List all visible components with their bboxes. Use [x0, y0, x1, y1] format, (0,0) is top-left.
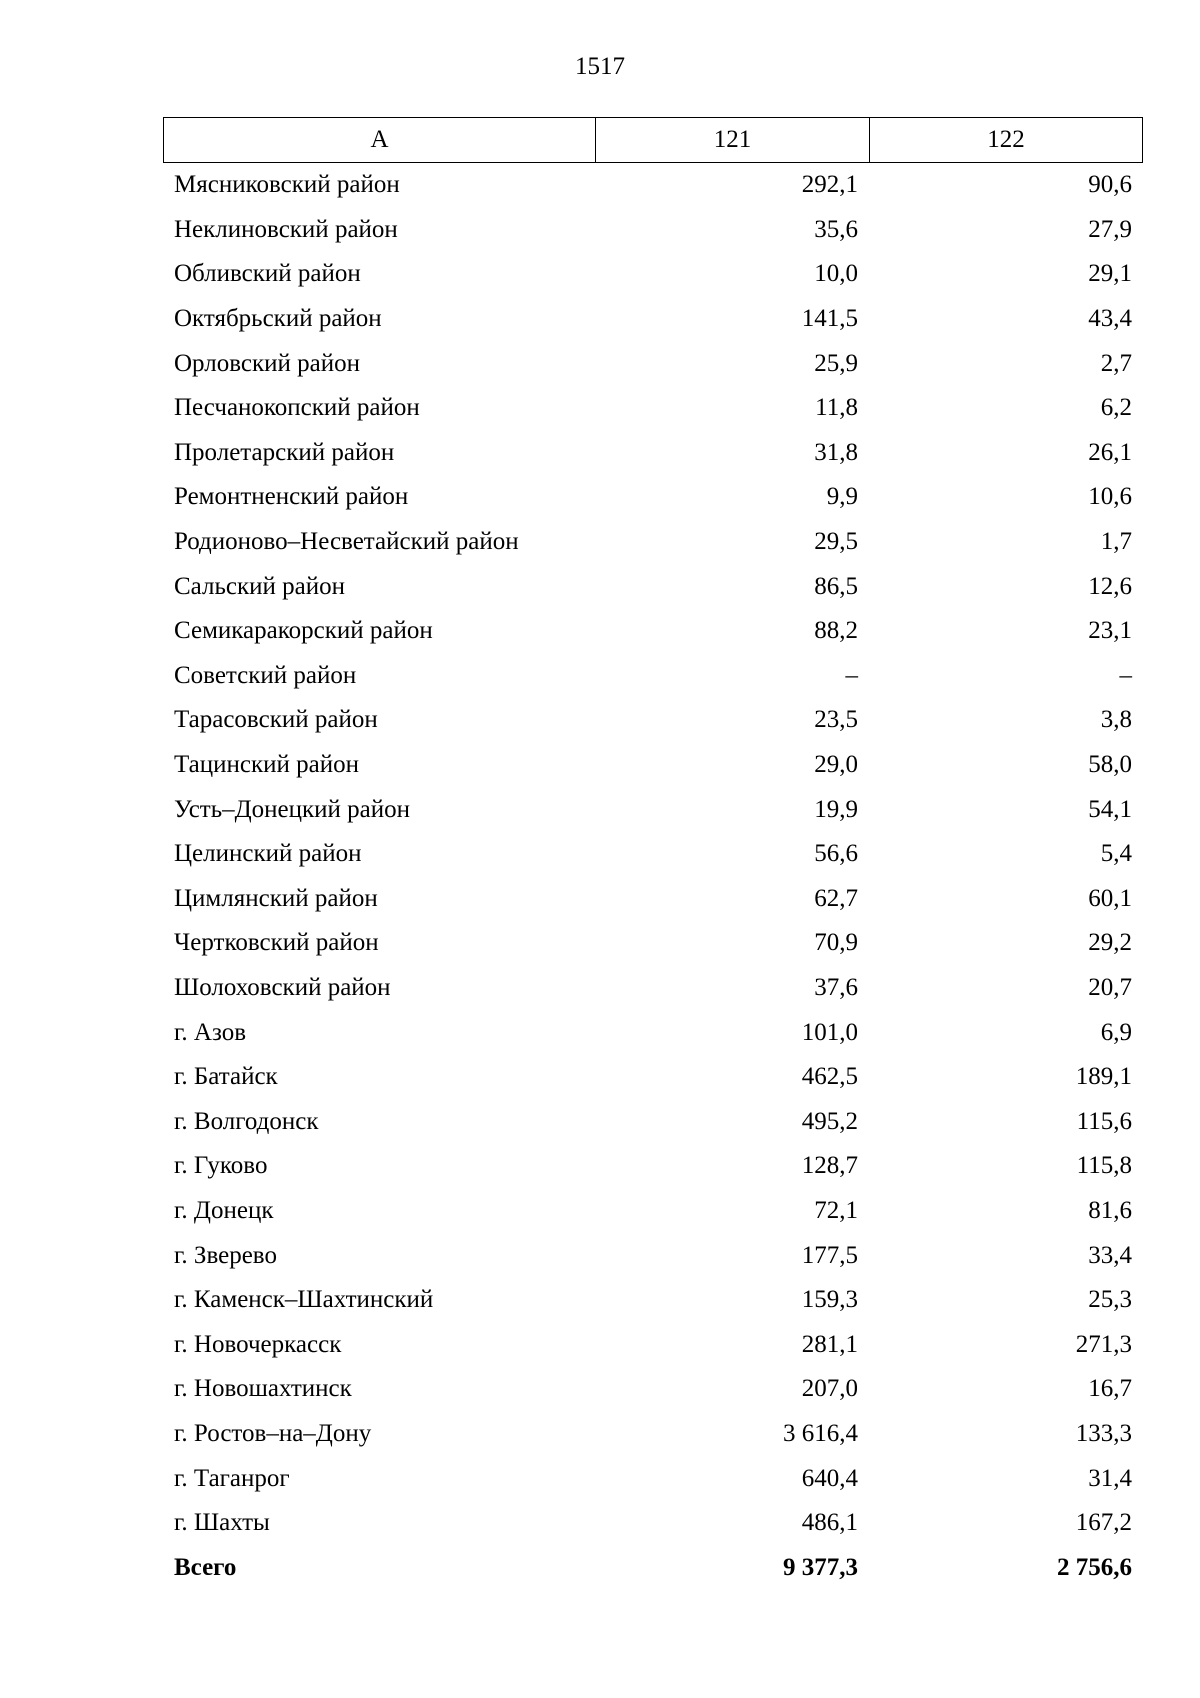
row-value-121-cell: 128,7 [801, 1152, 858, 1180]
row-name-cell: Пролетарский район [174, 438, 395, 466]
row-name-cell: г. Новочеркасск [174, 1330, 342, 1358]
row-value-121-cell: 486,1 [801, 1509, 858, 1537]
table-row [163, 1501, 1143, 1546]
table-row [163, 1412, 1143, 1457]
table-row [163, 520, 1143, 565]
row-value-121-cell: 281,1 [801, 1330, 858, 1358]
row-value-121-cell: 70,9 [814, 929, 858, 957]
row-value-121-cell: 101,0 [801, 1018, 858, 1046]
header-cell-122: 122 [987, 126, 1025, 153]
row-value-122-cell: 29,2 [1088, 929, 1132, 957]
table-row [163, 475, 1143, 520]
row-value-121-cell: 9 377,3 [783, 1553, 858, 1581]
row-name-cell: Ремонтненский район [174, 483, 409, 511]
row-value-122-cell: 189,1 [1075, 1063, 1132, 1091]
row-value-121-cell: 9,9 [826, 483, 858, 511]
row-name-cell: г. Каменск–Шахтинский [174, 1286, 434, 1314]
row-value-121-cell: 141,5 [801, 305, 858, 333]
table-body [163, 163, 1143, 1590]
row-value-121-cell: 37,6 [814, 973, 858, 1001]
row-value-121-cell: 86,5 [814, 572, 858, 600]
row-value-122-cell: 54,1 [1088, 795, 1132, 823]
row-value-121-cell: 25,9 [814, 349, 858, 377]
row-name-cell: Октябрьский район [174, 305, 382, 333]
row-value-121-cell: 10,0 [814, 260, 858, 288]
row-value-122-cell: 133,3 [1075, 1419, 1132, 1447]
row-value-122-cell: 60,1 [1088, 884, 1132, 912]
row-name-cell: г. Таганрог [174, 1464, 290, 1492]
row-value-121-cell: 495,2 [801, 1107, 858, 1135]
row-value-121-cell: 23,5 [814, 706, 858, 734]
header-cell-121: 121 [596, 118, 870, 162]
row-value-122-cell: 26,1 [1088, 438, 1132, 466]
table-row [163, 1456, 1143, 1501]
row-value-122-cell: 5,4 [1100, 840, 1132, 868]
row-name-cell: г. Донецк [174, 1196, 274, 1224]
table-row [163, 921, 1143, 966]
row-name-cell: Семикаракорский район [174, 617, 433, 645]
table-header-row [163, 117, 1143, 163]
row-value-121-cell: 159,3 [801, 1286, 858, 1314]
row-name-cell: Советский район [174, 661, 357, 689]
table-row [163, 1278, 1143, 1323]
row-value-121-cell: 56,6 [814, 840, 858, 868]
row-name-cell: Мясниковский район [174, 171, 400, 199]
row-value-122-cell: 6,9 [1100, 1018, 1132, 1046]
table-row [163, 832, 1143, 877]
row-value-121-cell: 29,5 [814, 528, 858, 556]
row-value-121-cell: 462,5 [801, 1063, 858, 1091]
row-value-122-cell: 3,8 [1100, 706, 1132, 734]
row-value-122-cell: 12,6 [1088, 572, 1132, 600]
data-table [163, 117, 1143, 1590]
table-row [163, 609, 1143, 654]
table-row [163, 966, 1143, 1011]
table-row [163, 431, 1143, 476]
row-value-122-cell: 23,1 [1088, 617, 1132, 645]
row-value-121-cell: – [845, 661, 858, 689]
header-cell-a: А [164, 118, 596, 162]
row-value-122-cell: 167,2 [1075, 1509, 1132, 1537]
row-value-121-cell: 88,2 [814, 617, 858, 645]
table-row [163, 654, 1143, 699]
table-row [163, 297, 1143, 342]
row-name-cell: Сальский район [174, 572, 345, 600]
row-name-cell: Неклиновский район [174, 215, 398, 243]
row-value-122-cell: 58,0 [1088, 751, 1132, 779]
table-row [163, 787, 1143, 832]
table-row [163, 341, 1143, 386]
row-value-122-cell: 29,1 [1088, 260, 1132, 288]
row-value-121-cell: 62,7 [814, 884, 858, 912]
row-name-cell: Цимлянский район [174, 884, 378, 912]
row-value-122-cell: – [1119, 661, 1132, 689]
table-row [163, 1322, 1143, 1367]
row-name-cell: Всего [174, 1553, 237, 1581]
table-row [163, 252, 1143, 297]
row-value-121-cell: 207,0 [801, 1375, 858, 1403]
row-name-cell: Обливский район [174, 260, 361, 288]
table-row [163, 1055, 1143, 1100]
table-row [163, 163, 1143, 208]
table-total-row [163, 1545, 1143, 1590]
row-name-cell: г. Батайск [174, 1063, 278, 1091]
row-name-cell: г. Волгодонск [174, 1107, 319, 1135]
row-name-cell: г. Новошахтинск [174, 1375, 352, 1403]
row-value-122-cell: 81,6 [1088, 1196, 1132, 1224]
table-row [163, 1189, 1143, 1234]
row-name-cell: Песчанокопский район [174, 394, 420, 422]
page-number: 1517 [575, 53, 625, 80]
row-value-122-cell: 25,3 [1088, 1286, 1132, 1314]
row-value-122-cell: 31,4 [1088, 1464, 1132, 1492]
table-row [163, 743, 1143, 788]
table-row [163, 1099, 1143, 1144]
row-value-121-cell: 29,0 [814, 751, 858, 779]
table-row [163, 564, 1143, 609]
row-value-122-cell: 6,2 [1100, 394, 1132, 422]
row-value-121-cell: 3 616,4 [783, 1419, 858, 1447]
table-row [163, 1367, 1143, 1412]
table-row [163, 1144, 1143, 1189]
row-value-122-cell: 10,6 [1088, 483, 1132, 511]
row-value-122-cell: 16,7 [1088, 1375, 1132, 1403]
row-name-cell: Шолоховский район [174, 973, 391, 1001]
row-value-122-cell: 43,4 [1088, 305, 1132, 333]
row-value-122-cell: 27,9 [1088, 215, 1132, 243]
row-name-cell: Усть–Донецкий район [174, 795, 411, 823]
row-value-121-cell: 640,4 [801, 1464, 858, 1492]
row-value-121-cell: 19,9 [814, 795, 858, 823]
row-name-cell: Целинский район [174, 840, 362, 868]
row-name-cell: Чертковский район [174, 929, 379, 957]
row-value-121-cell: 11,8 [815, 394, 858, 422]
row-name-cell: г. Гуково [174, 1152, 268, 1180]
row-value-122-cell: 115,8 [1076, 1152, 1132, 1180]
row-name-cell: г. Шахты [174, 1509, 270, 1537]
row-name-cell: Тарасовский район [174, 706, 378, 734]
row-value-122-cell: 33,4 [1088, 1241, 1132, 1269]
row-value-122-cell: 1,7 [1100, 528, 1132, 556]
row-value-122-cell: 2,7 [1100, 349, 1132, 377]
row-value-121-cell: 292,1 [801, 171, 858, 199]
row-name-cell: Тацинский район [174, 751, 359, 779]
row-name-cell: Родионово–Несветайский район [174, 528, 519, 556]
table-row [163, 1233, 1143, 1278]
row-name-cell: г. Зверево [174, 1241, 277, 1269]
row-value-122-cell: 271,3 [1075, 1330, 1132, 1358]
row-value-122-cell: 115,6 [1076, 1107, 1132, 1135]
table-row [163, 877, 1143, 922]
row-value-121-cell: 31,8 [814, 438, 858, 466]
row-name-cell: г. Азов [174, 1018, 247, 1046]
table-row [163, 698, 1143, 743]
table-row [163, 208, 1143, 253]
row-name-cell: Орловский район [174, 349, 360, 377]
row-value-122-cell: 90,6 [1088, 171, 1132, 199]
table-row [163, 1010, 1143, 1055]
row-value-121-cell: 72,1 [814, 1196, 858, 1224]
row-value-121-cell: 177,5 [801, 1241, 858, 1269]
row-value-122-cell: 20,7 [1088, 973, 1132, 1001]
row-value-121-cell: 35,6 [814, 215, 858, 243]
table-row [163, 386, 1143, 431]
row-value-122-cell: 2 756,6 [1057, 1553, 1132, 1581]
row-name-cell: г. Ростов–на–Дону [174, 1419, 372, 1447]
